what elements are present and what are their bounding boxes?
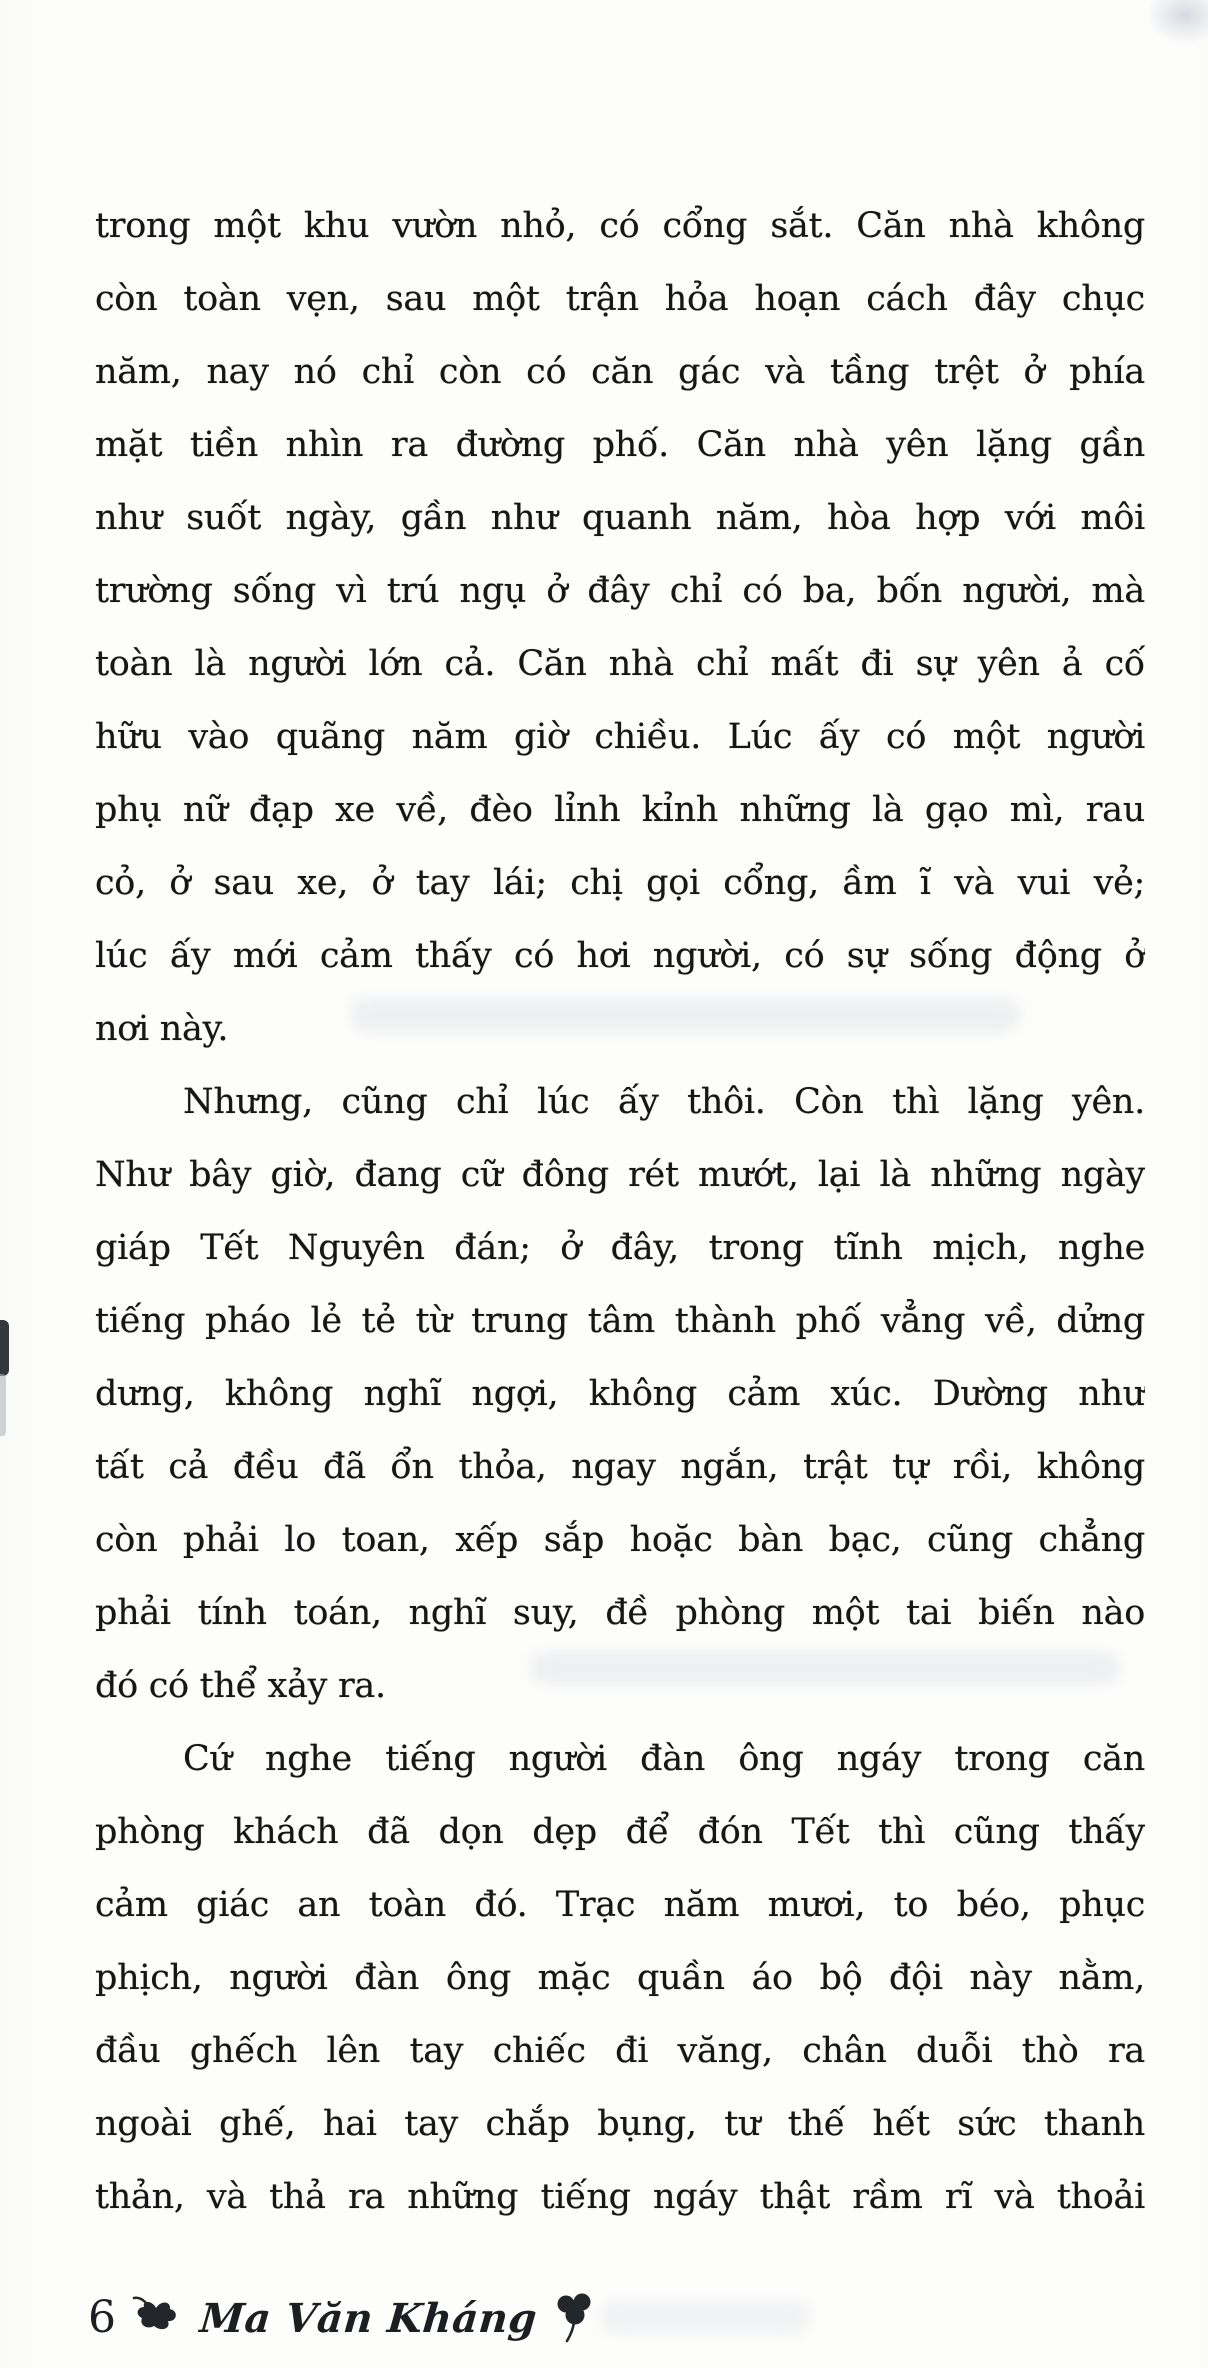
text-line: còn phải lo toan, xếp sắp hoặc bàn bạc, cũng chẳng [95,1520,1145,1560]
text-line: còn toàn vẹn, sau một trận hỏa hoạn cách đây chục [95,279,1145,319]
text-line: dưng, không nghĩ ngợi, không cảm xúc. Dường như [95,1374,1145,1414]
text-line: đầu ghếch lên tay chiếc đi văng, chân duỗi thò ra [95,2031,1145,2071]
text-line: năm, nay nó chỉ còn có căn gác và tầng trệt ở phía [95,352,1145,392]
text-line: ngoài ghế, hai tay chắp bụng, tư thế hết sức thanh [95,2104,1145,2144]
clover-leaf-ornament [553,2291,595,2345]
text-line: đó có thể xảy ra. [95,1666,386,1706]
text-line: cảm giác an toàn đó. Trạc năm mươi, to béo, phục [95,1885,1145,1925]
body-text [95,190,1145,2234]
text-line: phòng khách đã dọn dẹp để đón Tết thì cũng thấy [95,1812,1145,1852]
text-line: phụ nữ đạp xe về, đèo lỉnh kỉnh những là gạo mì, rau [95,790,1145,830]
text-line: trường sống vì trú ngụ ở đây chỉ có ba, bốn người, mà [95,571,1145,611]
scan-edge-mark-dark [0,1320,9,1376]
text-line: tiếng pháo lẻ tẻ từ trung tâm thành phố vẳng về, dửng [95,1301,1145,1341]
page-footer [88,2284,595,2352]
text-line: như suốt ngày, gần như quanh năm, hòa hợp với môi [95,498,1145,538]
text-line: phải tính toán, nghĩ suy, đề phòng một tai biến nào [95,1593,1145,1633]
text-line: tất cả đều đã ổn thỏa, ngay ngắn, trật tự rồi, không [95,1447,1145,1487]
author-name: Ma Văn Kháng [197,2294,539,2342]
scan-edge-mark-light [0,1374,6,1436]
text-line: Cứ nghe tiếng người đàn ông ngáy trong căn [183,1739,1145,1779]
text-line: thản, và thả ra những tiếng ngáy thật rầm rĩ và thoải [95,2177,1145,2217]
text-line: mặt tiền nhìn ra đường phố. Căn nhà yên lặng gần [95,425,1145,465]
text-line: toàn là người lớn cả. Căn nhà chỉ mất đi sự yên ả cố [95,644,1145,684]
text-line: hữu vào quãng năm giờ chiều. Lúc ấy có một người [95,717,1145,757]
text-line: lúc ấy mới cảm thấy có hơi người, có sự sống động ở [95,936,1145,976]
ivy-leaf-ornament [132,2294,184,2342]
page-number: 6 [88,2292,116,2343]
text-line: Như bây giờ, đang cữ đông rét mướt, lại là những ngày [95,1155,1145,1195]
text-line: nơi này. [95,1009,229,1049]
text-line: phịch, người đàn ông mặc quần áo bộ đội này nằm, [95,1958,1145,1998]
text-line: trong một khu vườn nhỏ, có cổng sắt. Căn nhà không [95,206,1145,246]
text-line: cỏ, ở sau xe, ở tay lái; chị gọi cổng, ầm ĩ và vui vẻ; [95,863,1145,903]
text-line: Nhưng, cũng chỉ lúc ấy thôi. Còn thì lặng yên. [183,1082,1145,1122]
page-curl-smudge [1146,0,1208,44]
text-line: giáp Tết Nguyên đán; ở đây, trong tĩnh mịch, nghe [95,1228,1145,1268]
bleed-through-smudge [600,2300,810,2334]
